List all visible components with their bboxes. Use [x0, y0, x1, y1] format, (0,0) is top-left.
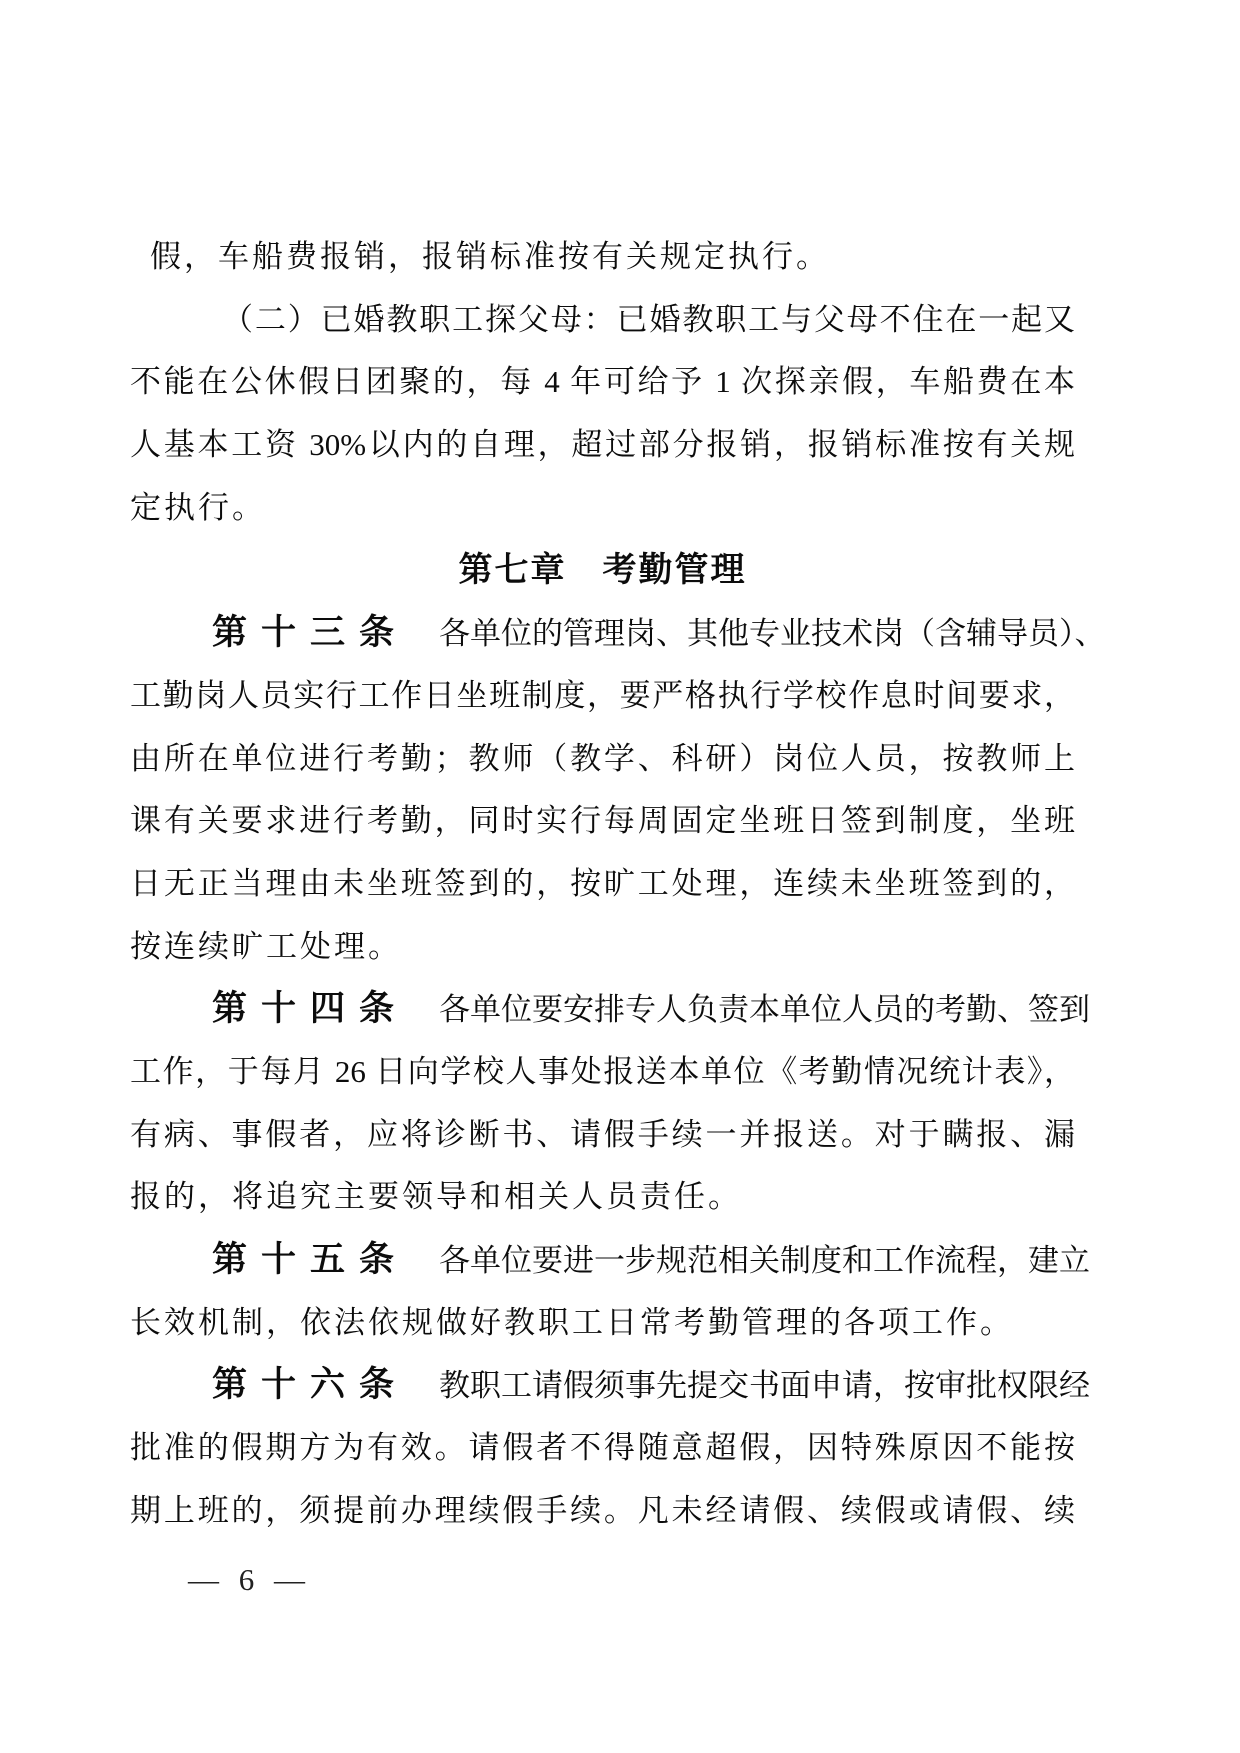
text-line: [130, 1166, 1075, 1229]
text-line: [130, 289, 1075, 352]
text-line: [130, 790, 1075, 853]
line-text: 日无正当理由未坐班签到的，按旷工处理，连续未坐班签到的，: [130, 865, 1075, 901]
line-text: 课有关要求进行考勤，同时实行每周固定坐班日签到制度，坐班: [130, 803, 1075, 839]
text-line: [130, 916, 1075, 979]
page-footer: [188, 1556, 311, 1604]
document-body: [130, 226, 1106, 1542]
text-line: [130, 1041, 1075, 1104]
text-line: [130, 1480, 1075, 1543]
page-number: — 6 —: [188, 1562, 311, 1597]
text-line: [130, 853, 1075, 916]
line-text: 各单位要安排专人负责本单位人员的考勤、签到: [408, 992, 1091, 1028]
line-text: 各单位的管理岗、其他专业技术岗（含辅导员）、: [408, 616, 1106, 652]
line-text: （二）已婚教职工探父母：已婚教职工与父母不住在一起又: [222, 301, 1075, 337]
line-text: 工勤岗人员实行工作日坐班制度，要严格执行学校作息时间要求，: [130, 677, 1075, 713]
line-text: 各单位要进一步规范相关制度和工作流程，建立: [408, 1243, 1091, 1278]
line-text: 期上班的，须提前办理续假手续。凡未经请假、续假或请假、续: [130, 1492, 1075, 1528]
line-text: 人基本工资 30%以内的自理，超过部分报销，报销标准按有关规: [130, 427, 1075, 463]
line-text: 由所在单位进行考勤；教师（教学、科研）岗位人员，按教师上: [130, 740, 1075, 776]
line-text: 报的，将追究主要领导和相关人员责任。: [130, 1179, 742, 1215]
text-line: [130, 1354, 1091, 1417]
text-line: [130, 351, 1075, 414]
chapter-heading: [130, 539, 1075, 602]
line-text: 有病、事假者，应将诊断书、请假手续一并报送。对于瞒报、漏: [130, 1116, 1075, 1152]
article-number: 第十五条: [212, 1240, 409, 1279]
text-line: [130, 665, 1075, 728]
text-line: [130, 1104, 1075, 1167]
text-line: [130, 978, 1091, 1041]
line-text: 不能在公休假日团聚的，每 4 年可给予 1 次探亲假，车船费在本: [130, 364, 1075, 400]
line-text: 批准的假期方为有效。请假者不得随意超假，因特殊原因不能按: [130, 1430, 1075, 1466]
text-line: [130, 602, 1106, 665]
line-text: 按连续旷工处理。: [130, 928, 402, 964]
article-number: 第十四条: [212, 989, 409, 1029]
line-text: 假，车船费报销，报销标准按有关规定执行。: [150, 239, 830, 274]
text-line: [130, 414, 1075, 477]
text-line: [130, 1417, 1075, 1480]
text-line: [130, 728, 1075, 791]
text-line: [130, 477, 1075, 540]
line-text: 教职工请假须事先提交书面申请，按审批权限经: [408, 1368, 1091, 1404]
article-number: 第十六条: [212, 1365, 409, 1405]
line-text: 定执行。: [130, 489, 266, 525]
article-number: 第十三条: [212, 613, 409, 653]
line-text: 长效机制，依法依规做好教职工日常考勤管理的各项工作。: [130, 1304, 1014, 1340]
text-line: [130, 1292, 1075, 1355]
line-text: 工作，于每月 26 日向学校人事处报送本单位《考勤情况统计表》，: [130, 1053, 1075, 1089]
text-line: [130, 226, 1075, 289]
chapter-title-text: 第七章 考勤管理: [458, 551, 747, 590]
text-line: [130, 1229, 1091, 1292]
